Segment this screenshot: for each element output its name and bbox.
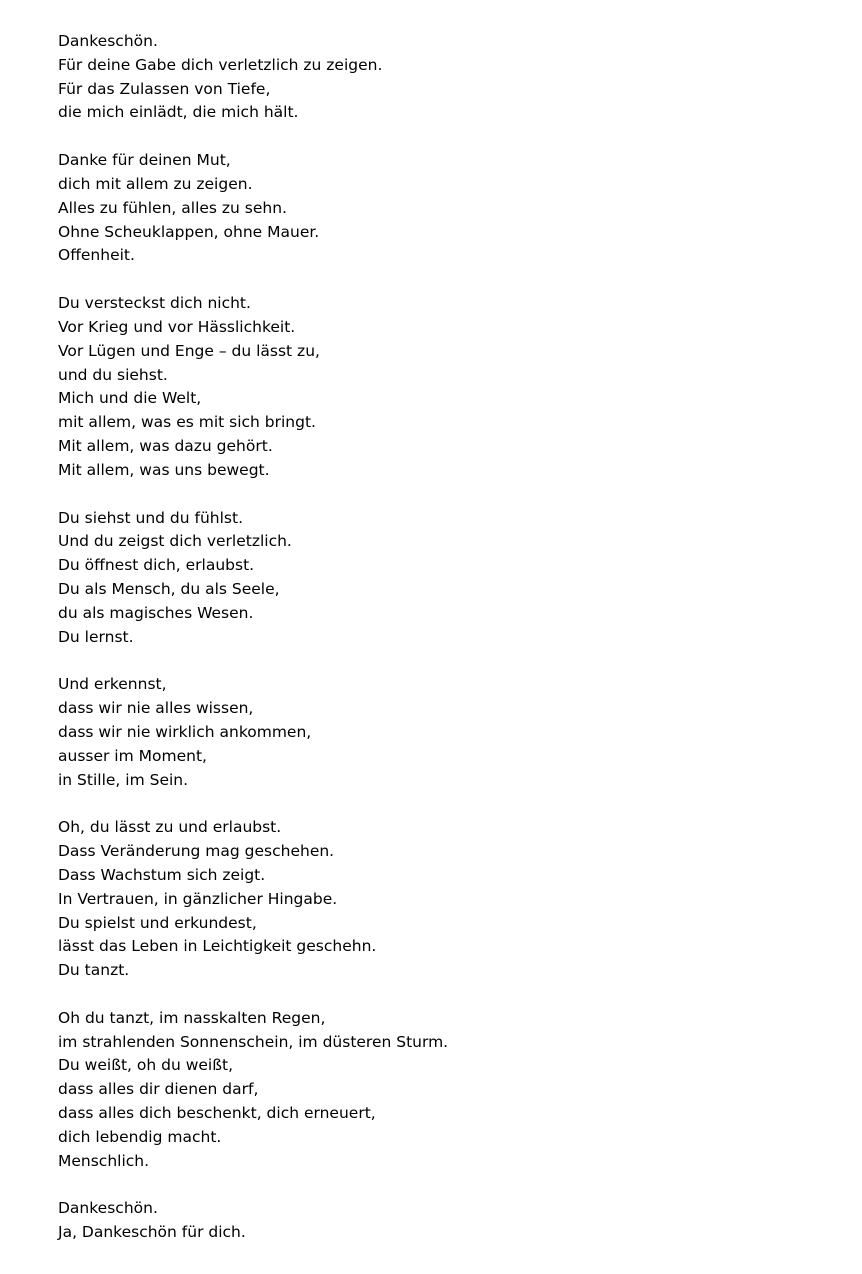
poem-line: Und du zeigst dich verletzlich. [58, 532, 292, 551]
poem-line: ausser im Moment, [58, 746, 207, 765]
poem-line: dass wir nie alles wissen, [58, 699, 254, 718]
poem-line: Vor Krieg und vor Hässlichkeit. [58, 317, 296, 336]
poem-line: Dankeschön. [58, 32, 158, 50]
poem-line: dass alles dir dienen darf, [58, 1080, 259, 1099]
poem-line: Mit allem, was dazu gehört. [58, 436, 273, 455]
poem-line: Vor Lügen und Enge – du lässt zu, [58, 341, 320, 360]
poem-stanza [58, 30, 838, 125]
poem-line: Dankeschön. [58, 1199, 158, 1218]
poem-line: Für deine Gabe dich verletzlich zu zeigen. [58, 55, 383, 74]
poem-line: Und erkennst, [58, 675, 167, 694]
poem-text [58, 30, 838, 1269]
poem-line: lässt das Leben in Leichtigkeit geschehn. [58, 937, 377, 956]
poem-stanza [58, 673, 838, 792]
poem-line: Offenheit. [58, 246, 135, 265]
poem-line: In Vertrauen, in gänzlicher Hingabe. [58, 889, 338, 908]
poem-stanza [58, 1007, 838, 1174]
poem-line: Für das Zulassen von Tiefe, [58, 79, 271, 98]
poem-line: dich mit allem zu zeigen. [58, 174, 253, 193]
poem-line: mit allem, was es mit sich bringt. [58, 413, 316, 432]
poem-line: Alles zu fühlen, alles zu sehn. [58, 198, 287, 217]
poem-line: dich lebendig macht. [58, 1127, 222, 1146]
poem-line: Ja, Dankeschön für dich. [58, 1223, 246, 1242]
poem-line: Menschlich. [58, 1151, 150, 1170]
poem-line: du als magisches Wesen. [58, 603, 254, 622]
poem-line: Du siehst und du fühlst. [58, 508, 244, 527]
poem-line: Du als Mensch, du als Seele, [58, 579, 280, 598]
poem-line: im strahlenden Sonnenschein, im düsteren Sturm. [58, 1032, 449, 1051]
poem-line: Dass Wachstum sich zeigt. [58, 865, 266, 884]
poem-line: Du versteckst dich nicht. [58, 294, 251, 313]
poem-line: Du lernst. [58, 627, 134, 646]
poem-line: und du siehst. [58, 365, 168, 384]
poem-line: in Stille, im Sein. [58, 770, 189, 789]
poem-line: dass wir nie wirklich ankommen, [58, 722, 312, 741]
poem-line: dass alles dich beschenkt, dich erneuert, [58, 1104, 376, 1123]
poem-line: Ohne Scheuklappen, ohne Mauer. [58, 222, 320, 241]
poem-line: Du tanzt. [58, 961, 130, 980]
poem-line: Du spielst und erkundest, [58, 913, 257, 932]
poem-line: die mich einlädt, die mich hält. [58, 103, 299, 122]
poem-stanza [58, 1197, 838, 1245]
poem-line: Oh, du lässt zu und erlaubst. [58, 818, 282, 837]
poem-line: Du öffnest dich, erlaubst. [58, 556, 255, 575]
poem-line: Mit allem, was uns bewegt. [58, 460, 270, 479]
poem-line: Du weißt, oh du weißt, [58, 1056, 234, 1075]
poem-line: Oh du tanzt, im nasskalten Regen, [58, 1008, 326, 1027]
poem-stanza [58, 816, 838, 983]
poem-stanza [58, 292, 838, 482]
poem-line: Dass Veränderung mag geschehen. [58, 842, 335, 861]
poem-line: Danke für deinen Mut, [58, 151, 231, 170]
poem-stanza [58, 149, 838, 268]
poem-stanza [58, 507, 838, 650]
poem-line: Mich und die Welt, [58, 389, 202, 408]
